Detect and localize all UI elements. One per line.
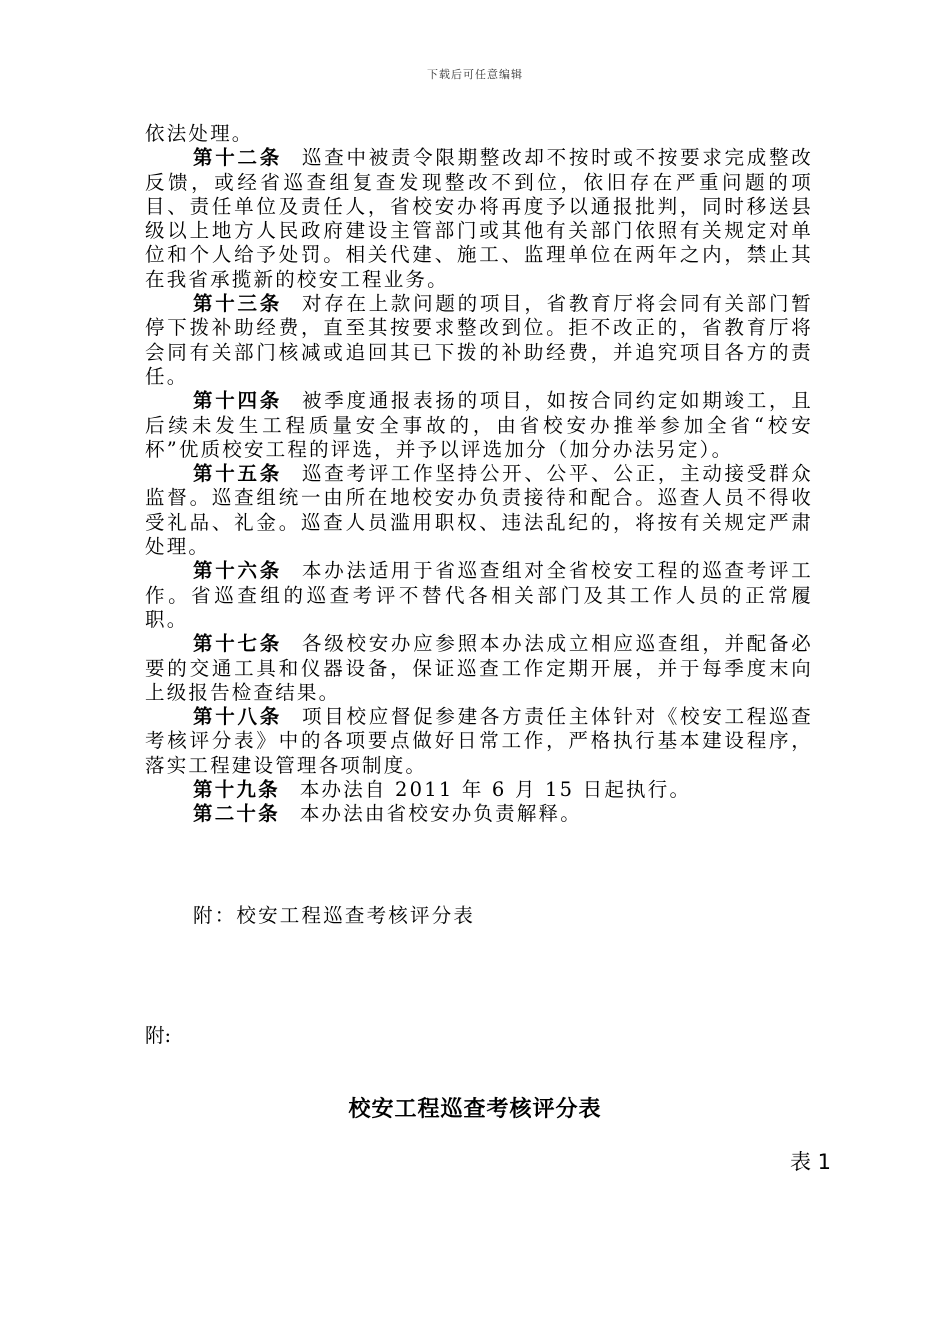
article-number: 第十五条	[193, 462, 282, 486]
article-15	[145, 462, 813, 559]
article-text: 项目校应督促参建各方责任主体针对《校安工程巡查考核评分表》中的各项要点做好日常工作，严格执行基本建设程序，落实工程建设管理各项制度。	[145, 705, 813, 777]
article-18	[145, 705, 813, 778]
document-body	[145, 122, 813, 827]
article-text: 对存在上款问题的项目，省教育厅将会同有关部门暂停下拨补助经费，直至其按要求整改到位。拒不改正的，省教育厅将会同有关部门核减或追回其已下拨的补助经费，并追究项目各方的责任。	[145, 292, 813, 388]
page-header-note: 下载后可任意编辑	[427, 68, 523, 81]
article-text: 本办法由省校安办负责解释。	[299, 802, 582, 826]
article-14	[145, 389, 813, 462]
attachment-label: 附:	[145, 1024, 172, 1047]
article-number: 第十二条	[193, 146, 282, 170]
article-20	[145, 802, 813, 826]
article-text: 本办法适用于省巡查组对全省校安工程的巡查考评工作。省巡查组的巡查考评不替代各相关部门及其工作人员的正常履职。	[145, 559, 813, 631]
article-number: 第十六条	[193, 559, 282, 583]
article-text: 各级校安办应参照本办法成立相应巡查组，并配备必要的交通工具和仪器设备，保证巡查工作定期开展，并于每季度末向上级报告检查结果。	[145, 632, 813, 704]
article-number: 第十三条	[193, 292, 282, 316]
article-text: 被季度通报表扬的项目，如按合同约定如期竣工，且后续未发生工程质量安全事故的，由省校安办推举参加全省“校安杯”优质校安工程的评选，并予以评选加分（加分办法另定）。	[145, 389, 813, 461]
attachment-reference: 附：校安工程巡查考核评分表	[193, 904, 476, 927]
article-19	[145, 778, 813, 802]
article-number: 第十四条	[193, 389, 282, 413]
article-text: 本办法自 2011 年 6 月 15 日起执行。	[299, 778, 692, 802]
lead-paragraph: 依法处理。	[145, 122, 254, 145]
article-16	[145, 559, 813, 632]
article-text: 巡查中被责令限期整改却不按时或不按要求完成整改反馈，或经省巡查组复查发现整改不到位，依旧存在严重问题的项目、责任单位及责任人，省校安办将再度予以通报批判，同时移送县级以上地方人民政府建设主管部门或其他有关部门依照有关规定对单位和个人给予处罚。相关代建、施工、监理单位在两年之内，禁止其在我省承揽新的校安工程业务。	[145, 146, 813, 291]
article-number: 第二十条	[193, 802, 280, 826]
article-number: 第十九条	[193, 778, 280, 802]
table-title: 校安工程巡查考核评分表	[348, 1097, 602, 1122]
article-17	[145, 632, 813, 705]
article-12	[145, 146, 813, 292]
article-number: 第十八条	[193, 705, 282, 729]
article-text: 巡查考评工作坚持公开、公平、公正，主动接受群众监督。巡查组统一由所在地校安办负责接待和配合。巡查人员不得收受礼品、礼金。巡查人员滥用职权、违法乱纪的，将按有关规定严肃处理。	[145, 462, 813, 559]
article-number: 第十七条	[193, 632, 282, 656]
article-13	[145, 292, 813, 389]
table-number: 表 1	[790, 1150, 832, 1174]
